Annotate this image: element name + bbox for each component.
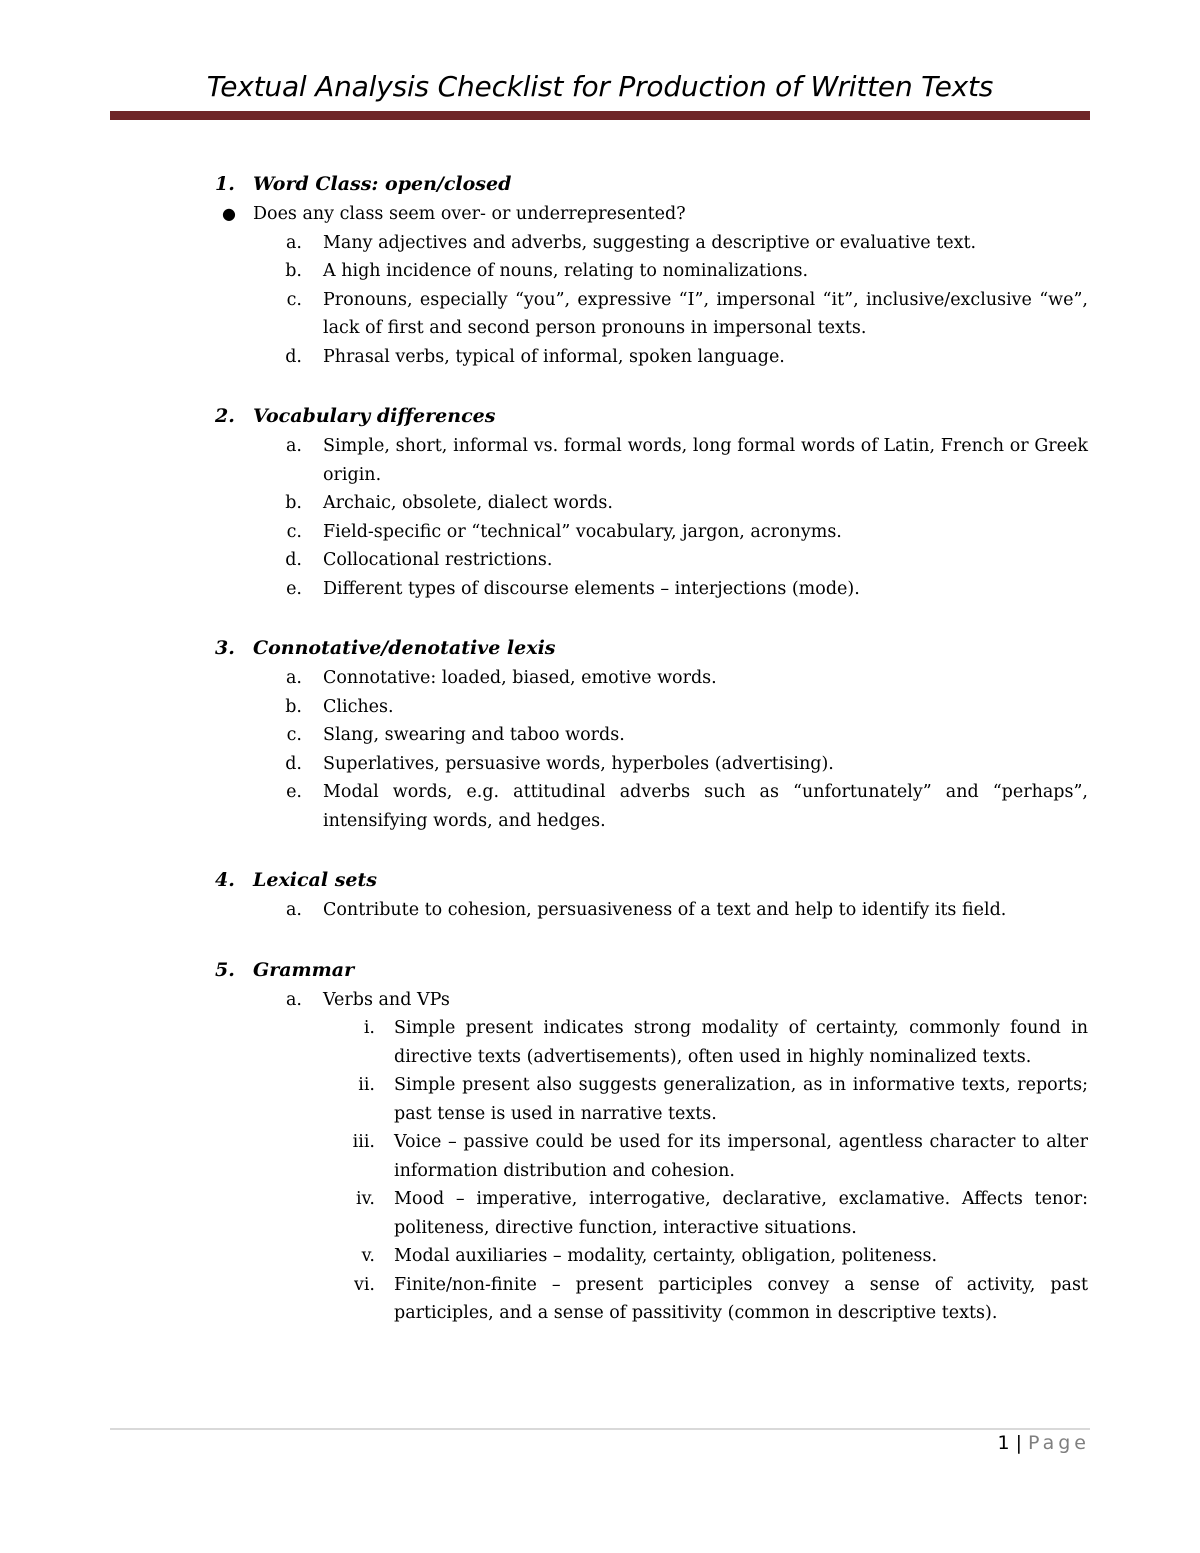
item-text: Slang, swearing and taboo words. bbox=[323, 725, 625, 745]
item-marker: b. bbox=[285, 696, 302, 717]
item-text: Many adjectives and adverbs, suggesting a descriptive or evaluative text. bbox=[323, 232, 977, 253]
list-item bbox=[0, 489, 1200, 518]
list-item bbox=[0, 778, 1200, 835]
footer-separator: | bbox=[1015, 1432, 1022, 1454]
section-number: 5. bbox=[215, 958, 235, 981]
item-marker: c. bbox=[286, 521, 302, 542]
list-item bbox=[0, 286, 1200, 343]
section-grammar bbox=[0, 954, 1200, 1328]
section-heading bbox=[0, 400, 1200, 432]
item-marker: a. bbox=[286, 900, 302, 920]
list-item bbox=[0, 343, 1200, 372]
list-item bbox=[0, 518, 1200, 547]
list-item bbox=[0, 693, 1200, 722]
list-item bbox=[0, 750, 1200, 779]
item-marker: c. bbox=[286, 289, 302, 310]
section-title: Grammar bbox=[253, 958, 355, 981]
item-text: Superlatives, persuasive words, hyperboles (advertising). bbox=[323, 753, 834, 774]
section-title: Vocabulary differences bbox=[253, 405, 496, 427]
item-marker: d. bbox=[285, 346, 302, 367]
item-text: Pronouns, especially “you”, expressive “I”, impersonal “it”, inclusive/exclusive “we”, lack of first and second person pronouns in impersonal texts. bbox=[323, 289, 1088, 338]
page-footer bbox=[998, 1432, 1091, 1454]
item-marker: d. bbox=[285, 753, 302, 774]
item-text: Connotative: loaded, biased, emotive words. bbox=[323, 668, 717, 688]
document-title: Textual Analysis Checklist for Production of Written Texts bbox=[206, 70, 994, 103]
sub-item-marker: v. bbox=[361, 1246, 375, 1266]
page-number: 1 bbox=[997, 1432, 1010, 1454]
item-marker: b. bbox=[285, 493, 302, 513]
list-item bbox=[0, 257, 1200, 286]
page-label: Page bbox=[1028, 1432, 1090, 1454]
sub-item-marker: iii. bbox=[352, 1132, 375, 1152]
list-item bbox=[0, 896, 1200, 925]
item-marker: e. bbox=[286, 782, 302, 802]
item-text: Simple, short, informal vs. formal words, long formal words of Latin, French or Greek origin. bbox=[323, 436, 1088, 485]
section-vocabulary-differences bbox=[0, 400, 1200, 603]
section-heading bbox=[0, 864, 1200, 896]
item-text: Cliches. bbox=[323, 696, 394, 717]
sub-list-item bbox=[0, 1128, 1200, 1185]
list-item bbox=[0, 721, 1200, 750]
sub-list-item bbox=[0, 1242, 1200, 1271]
sub-item-text: Simple present also suggests generalization, as in informative texts, reports; past tense is used in narrative texts. bbox=[394, 1075, 1088, 1124]
section-heading bbox=[0, 954, 1200, 986]
section-title: Connotative/denotative lexis bbox=[253, 637, 556, 659]
list-item bbox=[0, 229, 1200, 258]
title-underline-rule bbox=[110, 111, 1090, 120]
item-text: Field-specific or “technical” vocabulary, jargon, acronyms. bbox=[323, 521, 842, 542]
item-marker: b. bbox=[285, 261, 302, 281]
list-item bbox=[0, 432, 1200, 489]
sub-item-marker: ii. bbox=[358, 1075, 375, 1095]
list-item bbox=[0, 986, 1200, 1015]
item-text: A high incidence of nouns, relating to nominalizations. bbox=[323, 261, 809, 281]
sub-list-item bbox=[0, 1185, 1200, 1242]
footer-rule bbox=[110, 1428, 1090, 1430]
sub-item-text: Mood – imperative, interrogative, declarative, exclamative. Affects tenor: politeness, directive function, interactive situations. bbox=[394, 1189, 1088, 1238]
sub-list-item bbox=[0, 1271, 1200, 1328]
item-marker: a. bbox=[286, 668, 302, 688]
section-number: 2. bbox=[215, 405, 235, 427]
item-text: Collocational restrictions. bbox=[323, 550, 553, 570]
item-text: Different types of discourse elements – interjections (mode). bbox=[323, 578, 860, 599]
sub-item-text: Simple present indicates strong modality of certainty, commonly found in directive texts (advertisements), often used in highly nominalized texts. bbox=[394, 1018, 1088, 1067]
sub-item-marker: iv. bbox=[356, 1189, 375, 1209]
sub-item-marker: i. bbox=[363, 1018, 375, 1038]
item-text: Phrasal verbs, typical of informal, spoken language. bbox=[323, 346, 785, 367]
item-text: Modal words, e.g. attitudinal adverbs such as “unfortunately” and “perhaps”, intensifying words, and hedges. bbox=[323, 782, 1088, 831]
item-marker: c. bbox=[286, 725, 302, 745]
sub-item-text: Voice – passive could be used for its impersonal, agentless character to alter information distribution and cohesion. bbox=[394, 1132, 1088, 1181]
item-marker: a. bbox=[286, 989, 302, 1010]
bullet-icon: ● bbox=[222, 204, 236, 223]
checklist-content bbox=[0, 168, 1200, 1357]
list-item bbox=[0, 546, 1200, 575]
section-heading bbox=[0, 168, 1200, 200]
section-number: 4. bbox=[215, 869, 235, 891]
list-item bbox=[0, 575, 1200, 604]
section-lexical-sets bbox=[0, 864, 1200, 925]
list-item bbox=[0, 664, 1200, 693]
section-title: Word Class: open/closed bbox=[253, 173, 512, 195]
item-marker: d. bbox=[285, 550, 302, 570]
item-marker: a. bbox=[286, 232, 302, 253]
sub-list-item bbox=[0, 1014, 1200, 1071]
sub-item-marker: vi. bbox=[353, 1274, 375, 1295]
item-text: Archaic, obsolete, dialect words. bbox=[323, 493, 613, 513]
item-marker: a. bbox=[286, 436, 302, 456]
section-title: Lexical sets bbox=[253, 869, 377, 891]
item-marker: e. bbox=[286, 578, 302, 599]
section-heading bbox=[0, 632, 1200, 664]
bullet-item bbox=[0, 200, 1200, 229]
sub-item-text: Modal auxiliaries – modality, certainty, obligation, politeness. bbox=[394, 1246, 938, 1266]
section-word-class bbox=[0, 168, 1200, 371]
sub-list-item bbox=[0, 1071, 1200, 1128]
sub-item-text: Finite/non-finite – present participles convey a sense of activity, past participles, and a sense of passitivity (common in descriptive texts). bbox=[394, 1274, 1088, 1323]
bullet-text: Does any class seem over- or underrepresented? bbox=[253, 204, 686, 224]
section-number: 3. bbox=[215, 637, 235, 659]
item-text: Verbs and VPs bbox=[323, 989, 450, 1010]
section-number: 1. bbox=[215, 173, 235, 195]
section-connotative-denotative-lexis bbox=[0, 632, 1200, 835]
item-text: Contribute to cohesion, persuasiveness of a text and help to identify its field. bbox=[323, 900, 1007, 920]
